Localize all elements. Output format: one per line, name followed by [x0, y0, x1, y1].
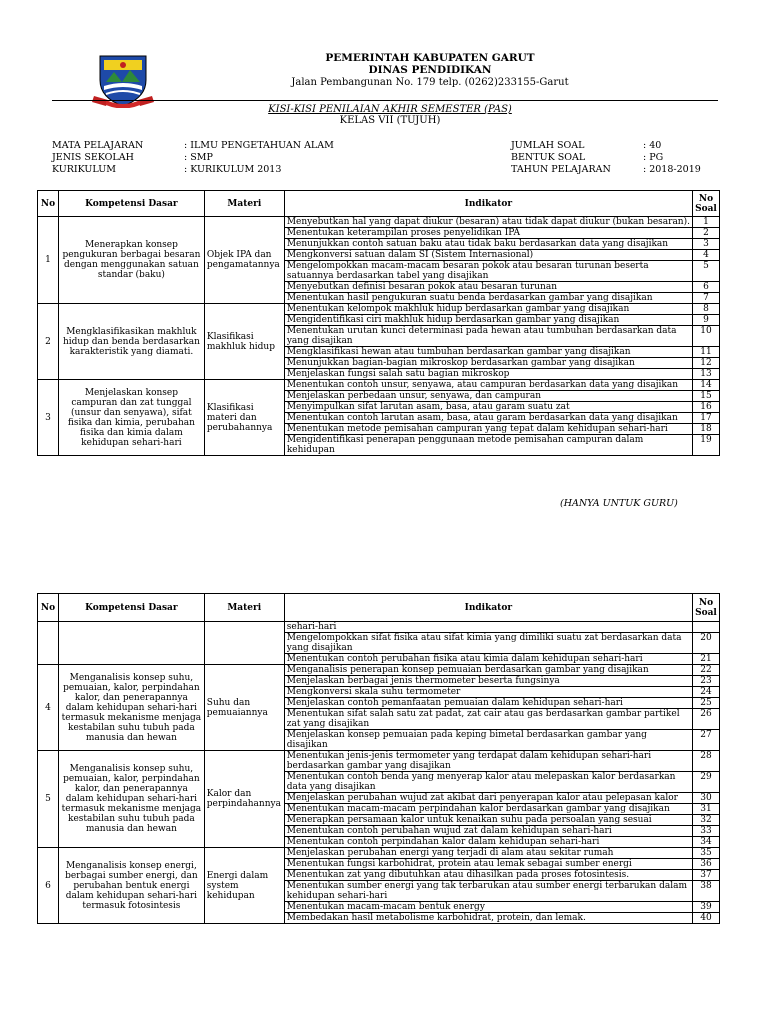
cell-indikator: Menentukan contoh larutan asam, basa, atau garam berdasarkan data yang disajikan — [284, 413, 692, 424]
cell-materi: Objek IPA dan pengamatannya — [204, 217, 284, 304]
cell-no-soal: 15 — [692, 391, 719, 402]
meta-value: : SMP — [184, 152, 213, 164]
cell-no-soal: 31 — [692, 804, 719, 815]
cell-no-soal: 18 — [692, 424, 719, 435]
cell-no: 3 — [38, 380, 59, 456]
cell-indikator: Menunjukkan bagian-bagian mikroskop berdasarkan gambar yang disajikan — [284, 358, 692, 369]
meta-label: MATA PELAJARAN — [52, 140, 144, 151]
cell-indikator: Menentukan urutan kunci determinasi pada hewan atau tumbuhan berdasarkan data yang disajikan — [284, 326, 692, 347]
kisi-kisi-table-2 — [37, 593, 720, 924]
cell-kompetensi-dasar: Menerapkan konsep pengukuran berbagai besaran dengan menggunakan satuan standar (baku) — [58, 217, 204, 304]
cell-indikator: Menyebutkan definisi besaran pokok atau besaran turunan — [284, 282, 692, 293]
office-address: Jalan Pembangunan No. 179 telp. (0262)233155-Garut — [291, 77, 569, 88]
cell-indikator: Mengidentifikasi ciri makhluk hidup berdasarkan gambar yang disajikan — [284, 315, 692, 326]
gov-name: PEMERINTAH KABUPATEN GARUT — [325, 52, 535, 64]
title-line-1: KISI-KISI PENILAIAN AKHIR SEMESTER (PAS) — [268, 104, 512, 115]
cell-indikator: Menentukan metode pemisahan campuran yang tepat dalam kehidupan sehari-hari — [284, 424, 692, 435]
col-header-no: No — [38, 191, 59, 217]
cell-materi: Suhu dan pemuaiannya — [204, 665, 284, 751]
cell-no-soal: 27 — [692, 730, 719, 751]
cell-indikator: Menjelaskan fungsi salah satu bagian mikroskop — [284, 369, 692, 380]
table-row — [38, 622, 720, 633]
cell-no-soal: 8 — [692, 304, 719, 315]
cell-no-soal: 21 — [692, 654, 719, 665]
cell-indikator: sehari-hari — [284, 622, 692, 633]
meta-label: KURIKULUM — [52, 164, 116, 176]
meta-value: : PG — [643, 152, 664, 164]
cell-kompetensi-dasar — [58, 622, 204, 665]
cell-kompetensi-dasar: Menganalisis konsep energi, berbagai sumber energi, dan perubahan bentuk energi dalam kehidupan sehari-hari termasuk fotosintesis — [58, 848, 204, 924]
cell-indikator: Menentukan zat yang dibutuhkan atau dihasilkan pada proses fotosintesis. — [284, 870, 692, 881]
meta-label: TAHUN PELAJARAN — [511, 164, 611, 176]
cell-indikator: Menjelaskan contoh pemanfaatan pemuaian dalam kehidupan sehari-hari — [284, 698, 692, 709]
cell-indikator: Menentukan contoh perpindahan kalor dalam kehidupan sehari-hari — [284, 837, 692, 848]
cell-no-soal: 20 — [692, 633, 719, 654]
cell-no-soal: 16 — [692, 402, 719, 413]
table-row — [38, 380, 720, 391]
cell-no-soal: 2 — [692, 228, 719, 239]
cell-indikator: Menganalisis penerapan konsep pemuaian berdasarkan gambar yang disajikan — [284, 665, 692, 676]
cell-no-soal: 5 — [692, 261, 719, 282]
cell-no-soal: 35 — [692, 848, 719, 859]
document-title — [120, 104, 660, 126]
cell-indikator: Menentukan sifat salah satu zat padat, zat cair atau gas berdasarkan gambar partikel zat yang disajikan — [284, 709, 692, 730]
cell-no: 1 — [38, 217, 59, 304]
col-header-kd: Kompetensi Dasar — [58, 191, 204, 217]
col-header-kd: Kompetensi Dasar — [58, 594, 204, 622]
kisi-kisi-table-1 — [37, 190, 720, 456]
meta-label: JUMLAH SOAL — [511, 140, 585, 151]
cell-no-soal: 30 — [692, 793, 719, 804]
cell-no-soal: 4 — [692, 250, 719, 261]
cell-no: 5 — [38, 751, 59, 848]
cell-indikator: Menjelaskan perbedaan unsur, senyawa, dan campuran — [284, 391, 692, 402]
cell-materi: Kalor dan perpindahannya — [204, 751, 284, 848]
col-header-indikator: Indikator — [284, 594, 692, 622]
cell-indikator: Menentukan keterampilan proses penyelidikan IPA — [284, 228, 692, 239]
office-name: DINAS PENDIDIKAN — [368, 64, 492, 76]
cell-no-soal: 12 — [692, 358, 719, 369]
col-header-no: No — [38, 594, 59, 622]
cell-no-soal: 19 — [692, 435, 719, 456]
cell-indikator: Mengkonversi skala suhu termometer — [284, 687, 692, 698]
cell-no: 2 — [38, 304, 59, 380]
cell-indikator: Menentukan jenis-jenis termometer yang terdapat dalam kehidupan sehari-hari berdasarkan gambar yang disajikan — [284, 751, 692, 772]
meta-label: BENTUK SOAL — [511, 152, 586, 164]
col-header-indikator: Indikator — [284, 191, 692, 217]
meta-value: : 2018-2019 — [643, 164, 701, 176]
cell-indikator: Membedakan hasil metabolisme karbohidrat, protein, dan lemak. — [284, 913, 692, 924]
col-header-no-soal: No Soal — [692, 594, 719, 622]
table-row — [38, 848, 720, 859]
meta-right — [511, 140, 701, 177]
cell-no-soal: 34 — [692, 837, 719, 848]
cell-no-soal: 3 — [692, 239, 719, 250]
table-row — [38, 304, 720, 315]
table-row — [38, 217, 720, 228]
cell-kompetensi-dasar: Menjelaskan konsep campuran dan zat tunggal (unsur dan senyawa), sifat fisika dan kimia, perubahan fisika dan kimia dalam kehidupan sehari-hari — [58, 380, 204, 456]
cell-indikator: Menentukan contoh perubahan fisika atau kimia dalam kehidupan sehari-hari — [284, 654, 692, 665]
col-header-materi: Materi — [204, 594, 284, 622]
cell-kompetensi-dasar: Mengklasifikasikan makhluk hidup dan benda berdasarkan karakteristik yang diamati. — [58, 304, 204, 380]
meta-label: JENIS SEKOLAH — [52, 152, 134, 164]
cell-no-soal: 13 — [692, 369, 719, 380]
cell-no-soal — [692, 622, 719, 633]
cell-no-soal: 40 — [692, 913, 719, 924]
cell-no-soal: 33 — [692, 826, 719, 837]
cell-no-soal: 29 — [692, 772, 719, 793]
cell-materi: Klasifikasi makhluk hidup — [204, 304, 284, 380]
cell-no-soal: 32 — [692, 815, 719, 826]
table-row — [38, 665, 720, 676]
cell-no-soal: 26 — [692, 709, 719, 730]
meta-value: : ILMU PENGETAHUAN ALAM — [184, 140, 334, 151]
cell-no-soal: 23 — [692, 676, 719, 687]
cell-materi: Klasifikasi materi dan perubahannya — [204, 380, 284, 456]
letterhead — [240, 52, 620, 89]
cell-indikator: Menunjukkan contoh satuan baku atau tidak baku berdasarkan data yang disajikan — [284, 239, 692, 250]
cell-indikator: Menentukan kelompok makhluk hidup berdasarkan gambar yang disajikan — [284, 304, 692, 315]
col-header-no-soal: No Soal — [692, 191, 719, 217]
cell-indikator: Menerapkan persamaan kalor untuk kenaikan suhu pada persoalan yang sesuai — [284, 815, 692, 826]
cell-indikator: Mengkonversi satuan dalam SI (Sistem Internasional) — [284, 250, 692, 261]
cell-no-soal: 22 — [692, 665, 719, 676]
cell-indikator: Menentukan macam-macam perpindahan kalor berdasarkan gambar yang disajikan — [284, 804, 692, 815]
cell-kompetensi-dasar: Menganalisis konsep suhu, pemuaian, kalor, perpindahan kalor, dan penerapannya dalam kehidupan sehari-hari termasuk mekanisme menjaga kestabilan suhu tubuh pada manusia dan hewan — [58, 751, 204, 848]
cell-no-soal: 39 — [692, 902, 719, 913]
cell-indikator: Menyebutkan hal yang dapat diukur (besaran) atau tidak dapat diukur (bukan besaran). — [284, 217, 692, 228]
cell-indikator: Mengklasifikasi hewan atau tumbuhan berdasarkan gambar yang disajikan — [284, 347, 692, 358]
cell-no-soal: 38 — [692, 881, 719, 902]
cell-indikator: Menjelaskan konsep pemuaian pada keping bimetal berdasarkan gambar yang disajikan — [284, 730, 692, 751]
cell-no-soal: 11 — [692, 347, 719, 358]
cell-materi: Energi dalam system kehidupan — [204, 848, 284, 924]
cell-indikator: Menentukan contoh benda yang menyerap kalor atau melepaskan kalor berdasarkan data yang disajikan — [284, 772, 692, 793]
cell-indikator: Mengelompokkan sifat fisika atau sifat kimia yang dimiliki suatu zat berdasarkan data yang disajikan — [284, 633, 692, 654]
cell-no-soal: 25 — [692, 698, 719, 709]
cell-indikator: Menentukan hasil pengukuran suatu benda berdasarkan gambar yang disajikan — [284, 293, 692, 304]
cell-no-soal: 9 — [692, 315, 719, 326]
letterhead-divider — [52, 100, 718, 101]
cell-no-soal: 24 — [692, 687, 719, 698]
cell-no-soal: 1 — [692, 217, 719, 228]
meta-value: : KURIKULUM 2013 — [184, 164, 282, 176]
cell-indikator: Menyimpulkan sifat larutan asam, basa, atau garam suatu zat — [284, 402, 692, 413]
cell-indikator: Menentukan contoh unsur, senyawa, atau campuran berdasarkan data yang disajikan — [284, 380, 692, 391]
cell-indikator: Menentukan sumber energi yang tak terbarukan atau sumber energi terbarukan dalam kehidupan sehari-hari — [284, 881, 692, 902]
cell-no-soal: 7 — [692, 293, 719, 304]
cell-no: 6 — [38, 848, 59, 924]
cell-kompetensi-dasar: Menganalisis konsep suhu, pemuaian, kalor, perpindahan kalor, dan penerapannya dalam kehidupan sehari-hari termasuk mekanisme menjaga kestabilan suhu tubuh pada manusia dan hewan — [58, 665, 204, 751]
col-header-materi: Materi — [204, 191, 284, 217]
cell-no-soal: 36 — [692, 859, 719, 870]
cell-no — [38, 622, 59, 665]
cell-no-soal: 6 — [692, 282, 719, 293]
cell-no-soal: 28 — [692, 751, 719, 772]
cell-indikator: Menentukan macam-macam bentuk energy — [284, 902, 692, 913]
cell-indikator: Mengelompokkan macam-macam besaran pokok atau besaran turunan beserta satuannya berdasarkan tabel yang disajikan — [284, 261, 692, 282]
table-row — [38, 751, 720, 772]
cell-no-soal: 14 — [692, 380, 719, 391]
cell-materi — [204, 622, 284, 665]
cell-no-soal: 17 — [692, 413, 719, 424]
cell-indikator: Mengidentifikasi penerapan penggunaan metode pemisahan campuran dalam kehidupan — [284, 435, 692, 456]
cell-indikator: Menjelaskan berbagai jenis thermometer beserta fungsinya — [284, 676, 692, 687]
cell-no-soal: 37 — [692, 870, 719, 881]
meta-value: : 40 — [643, 140, 662, 151]
cell-no-soal: 10 — [692, 326, 719, 347]
cell-no: 4 — [38, 665, 59, 751]
cell-indikator: Menjelaskan perubahan energi yang terjadi di alam atau sekitar rumah — [284, 848, 692, 859]
cell-indikator: Menentukan fungsi karbohidrat, protein atau lemak sebagai sumber energi — [284, 859, 692, 870]
title-line-2: KELAS VII (TUJUH) — [339, 115, 441, 126]
cell-indikator: Menjelaskan perubahan wujud zat akibat dari penyerapan kalor atau pelepasan kalor — [284, 793, 692, 804]
meta-left — [52, 140, 334, 177]
cell-indikator: Menentukan contoh perubahan wujud zat dalam kehidupan sehari-hari — [284, 826, 692, 837]
footnote-teacher-only: (HANYA UNTUK GURU) — [560, 498, 678, 509]
